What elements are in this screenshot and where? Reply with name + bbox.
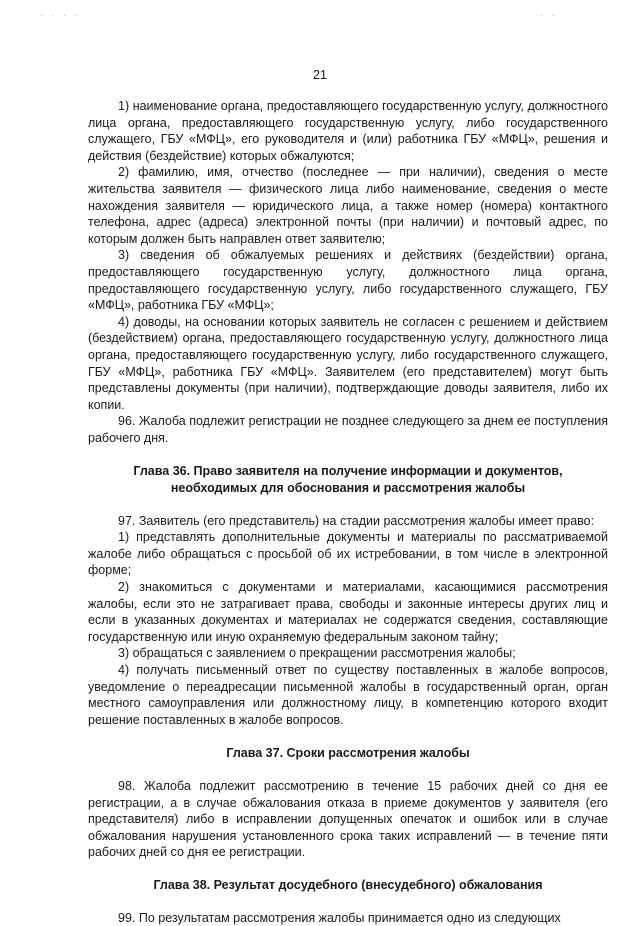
chapter-36-heading	[88, 463, 608, 496]
chapter-36-heading-line-1: Глава 36. Право заявителя на получение информации и документов,	[133, 464, 563, 479]
scan-artifact-mark: · · · ·	[40, 10, 81, 20]
page-number: 21	[313, 68, 327, 82]
paragraph-97-item-2: 2) знакомиться с документами и материалами, касающимися рассмотрения жалобы, если это не затрагивает права, свободы и законные интересы других лиц и если в указанных документах и материалах не содержатся сведения, составляющие государственную или иную охраняемую федеральным законом тайну;	[88, 580, 608, 644]
document-body	[88, 98, 608, 926]
paragraph-98: 98. Жалоба подлежит рассмотрению в течение 15 рабочих дней со дня ее регистрации, а в случае обжалования отказа в приеме документов у заявителя (его представителя) либо в исправлении допущенных опечаток и ошибок или в случае обжалования нарушения установленного срока таких исправлений — в течение пяти рабочих дней со дня ее регистрации.	[88, 778, 608, 860]
paragraph-97-item-4: 4) получать письменный ответ по существу поставленных в жалобе вопросов, уведомление о переадресации письменной жалобы в государственный орган, орган местного самоуправления или должностному лицу, в компетенцию которого входит решение поставленных в жалобе вопросов.	[88, 663, 608, 727]
paragraph-item-2: 2) фамилию, имя, отчество (последнее — при наличии), сведения о месте жительства заявителя — физического лица либо наименование, сведения о месте нахождения заявителя — юридического лица, а также номер (номера) контактного телефона, адрес (адреса) электронной почты (при наличии) и почтовый адрес, по которым должен быть направлен ответ заявителю;	[88, 165, 608, 246]
paragraph-99: 99. По результатам рассмотрения жалобы принимается одно из следующих	[118, 910, 561, 925]
scan-artifact-mark: · ·	[540, 10, 558, 20]
chapter-36-heading-line-2: необходимых для обоснования и рассмотрения жалобы	[170, 481, 526, 496]
paragraph-96: 96. Жалоба подлежит регистрации не позднее следующего за днем ее поступления рабочего дня.	[88, 414, 608, 445]
chapter-37-heading: Глава 37. Сроки рассмотрения жалобы	[226, 746, 470, 761]
paragraph-item-1: 1) наименование органа, предоставляющего государственную услугу, должностного лица органа, предоставляющего государственную услугу, либо государственного служащего, ГБУ «МФЦ», его руководителя и (или) работника ГБУ «МФЦ», решения и действия (бездействие) которых обжалуются;	[88, 99, 608, 163]
paragraph-item-4: 4) доводы, на основании которых заявитель не согласен с решением и действием (бездействием) органа, предоставляющего государственную услугу, должностного лица органа, предоставляющего государственную услугу, либо государственного служащего, ГБУ «МФЦ», работника ГБУ «МФЦ». Заявителем (его представителем) могут быть представлены документы (при наличии), подтверждающие доводы заявителя, либо их копии.	[88, 314, 608, 412]
paragraph-97-item-1: 1) представлять дополнительные документы и материалы по рассматриваемой жалобе либо обращаться с просьбой об их истребовании, в том числе в электронной форме;	[88, 530, 608, 578]
paragraph-item-3: 3) сведения об обжалуемых решениях и действиях (бездействии) органа, предоставляющего государственную услугу, должностного лица органа, предоставляющего государственную услугу, либо государственного служащего, ГБУ «МФЦ», работника ГБУ «МФЦ»;	[88, 248, 608, 313]
chapter-38-heading: Глава 38. Результат досудебного (внесудебного) обжалования	[153, 877, 543, 892]
paragraph-97: 97. Заявитель (его представитель) на стадии рассмотрения жалобы имеет право:	[118, 513, 595, 528]
paragraph-97-item-3: 3) обращаться с заявлением о прекращении рассмотрения жалобы;	[118, 646, 516, 661]
